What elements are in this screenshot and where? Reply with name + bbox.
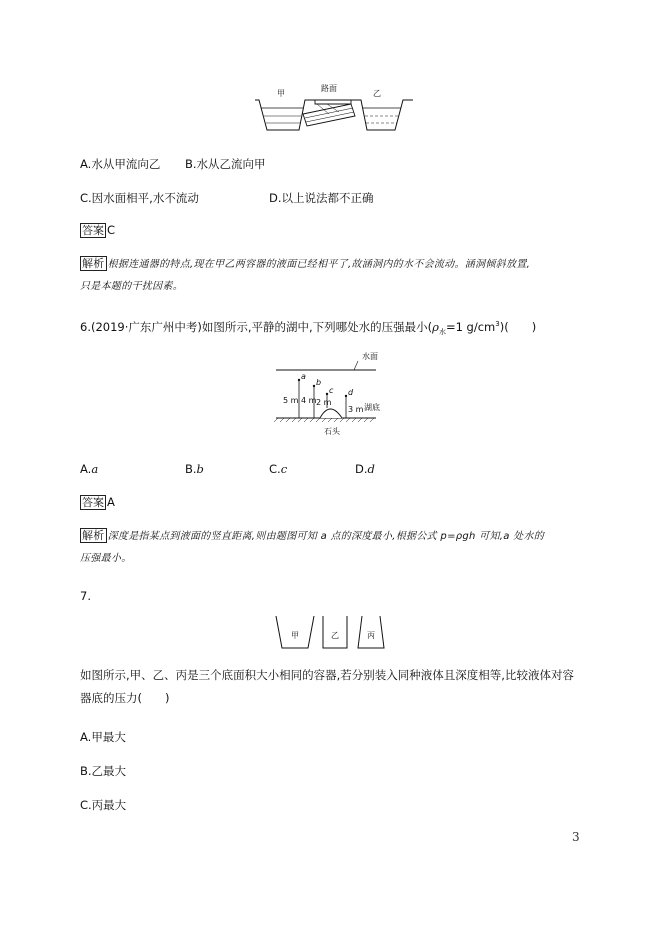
q5-answer-value: C xyxy=(107,223,116,237)
q6-stem-sup: 3 xyxy=(495,320,500,328)
lake-figure xyxy=(274,350,384,440)
q5-analysis-tag: 解析 xyxy=(82,257,105,270)
q5-analysis-line1: 根据连通器的特点,现在甲乙两容器的液面已经相平了,故涵洞内的水不会流动。涵洞倾斜放置, xyxy=(107,259,531,270)
q7-stem-line1: 如图所示,甲、乙、丙是三个底面积大小相同的容器,若分别装入同种液体且深度相等,比较液体对容 xyxy=(80,668,574,682)
q5-analysis-line2: 只是本题的干扰因素。 xyxy=(80,281,183,292)
q6-option-c[interactable]: C.c xyxy=(269,462,288,476)
q6-option-a[interactable]: A.a xyxy=(80,462,99,476)
q6-stem-mid: =1 g/cm xyxy=(445,319,496,334)
q5-option-a[interactable]: A.水从甲流向乙 xyxy=(80,157,161,171)
lake-bottom-label: 湖底 xyxy=(364,403,380,412)
q7-option-a[interactable]: A.甲最大 xyxy=(80,730,126,744)
q5-analysis xyxy=(80,254,580,298)
lake-depth-2m: 2 m xyxy=(316,398,332,407)
lake-depth-5m: 5 m xyxy=(283,396,299,405)
fig1-label-road: 路面 xyxy=(321,84,337,93)
q6-analysis-line2: 压强最小。 xyxy=(80,553,132,564)
lake-point-b: b xyxy=(316,378,322,387)
q6-option-b[interactable]: B.b xyxy=(185,462,204,476)
fig1-label-yi: 乙 xyxy=(373,89,381,98)
q6-analysis-tag: 解析 xyxy=(82,529,105,542)
q7-stem-line2: 器底的压力( ) xyxy=(80,691,170,705)
lake-point-d: d xyxy=(348,388,354,397)
q6-stem-suffix: )( ) xyxy=(499,319,537,334)
q6-stem xyxy=(80,316,536,340)
page-number: 3 xyxy=(572,830,580,844)
container-jia-label: 甲 xyxy=(291,631,299,640)
q6-answer-row xyxy=(80,494,115,510)
q6-analysis xyxy=(80,526,580,570)
lake-point-a: a xyxy=(301,372,306,381)
q7-option-c[interactable]: C.丙最大 xyxy=(80,798,127,812)
q5-answer-row xyxy=(80,222,115,238)
q5-option-d[interactable]: D.以上说法都不正确 xyxy=(269,191,374,205)
q5-answer-tag: 答案 xyxy=(82,224,104,237)
culvert-figure xyxy=(255,84,415,140)
q7-option-b[interactable]: B.乙最大 xyxy=(80,764,127,778)
q5-option-c[interactable]: C.因水面相平,水不流动 xyxy=(80,191,199,205)
containers-figure xyxy=(276,614,386,650)
q7-number: 7. xyxy=(80,589,91,603)
lake-depth-4m: 4 m xyxy=(301,396,317,405)
container-yi-label: 乙 xyxy=(331,631,339,640)
q6-stem-prefix: 6.(2019·广东广州中考)如图所示,平静的湖中,下列哪处水的压强最小( xyxy=(80,319,433,334)
lake-point-c: c xyxy=(329,386,334,395)
fig1-label-jia: 甲 xyxy=(277,89,285,98)
q6-rho: ρ xyxy=(432,319,439,334)
lake-surface-label: 水面 xyxy=(362,352,378,361)
q5-option-b[interactable]: B.水从乙流向甲 xyxy=(185,157,266,171)
container-bing-label: 丙 xyxy=(367,631,375,640)
q6-option-d[interactable]: D.d xyxy=(355,462,375,476)
q6-analysis-line1: 深度是指某点到液面的竖直距离,则由题图可知 a 点的深度最小,根据公式 p=ρgh 可知,a 处水的 xyxy=(107,531,545,542)
q6-rho-sub: 水 xyxy=(438,328,446,337)
lake-stone-label: 石头 xyxy=(324,427,340,436)
lake-depth-3m: 3 m xyxy=(348,405,364,414)
q6-answer-value: A xyxy=(107,495,115,509)
q6-answer-tag: 答案 xyxy=(82,496,104,509)
